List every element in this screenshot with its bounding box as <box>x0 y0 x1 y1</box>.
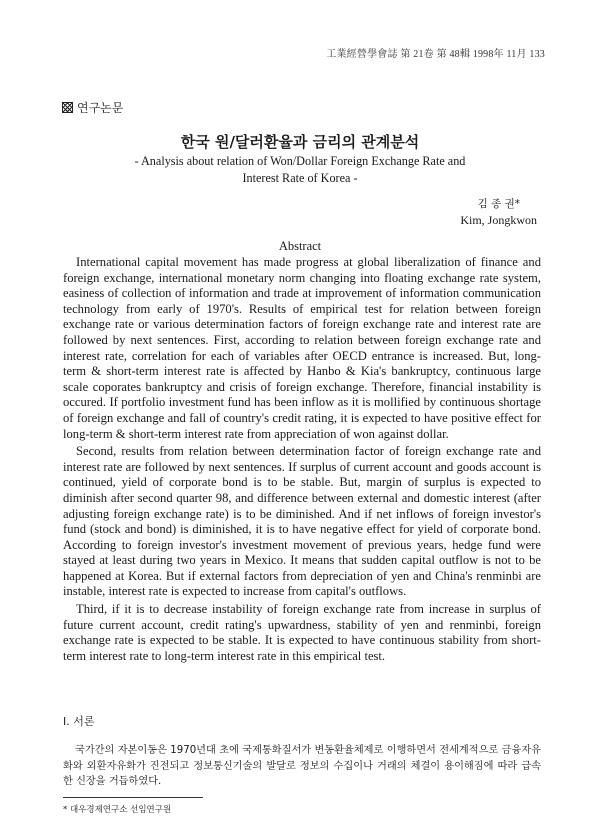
abstract-heading: Abstract <box>278 239 322 253</box>
introduction-body <box>63 743 541 790</box>
subtitle-line-2: Interest Rate of Korea - <box>242 171 358 185</box>
abstract-paragraph-2: Second, results from relation between determination factor of foreign exchange rate and interest rate are followed by next sentences. If surplus of current account and goods account is continued, yield of corporate bond is to be stable. But, margin of surplus is expected to diminish after second quarter 98, and difference between external and domestic interest (after adjusting foreign exchange rate) is to be diminished. And if net inflows of foreign investor's fund (stock and bond) is diminished, it is to have negative effect for yield of corporate bond. According to foreign investor's investment movement of previous years, hedge fund were stayed at least during two years in Mexico. It means that sudden capital outflow is not to be happened at Korea. But if external factors from depreciation of yen and China's renminbi are instable, interest rate is expected to increase from capital's outflows. <box>63 444 541 599</box>
abstract-paragraph-1: International capital movement has made progress at global liberalization of finance and foreign exchange, international monetary norm changing into floating exchange rate system, easiness of collection of information and trade at improvement of information communication technology from early of 1970's. Results of empirical test for relation between foreign exchange rate or various determination factors of foreign exchange rate and interest rate are followed by next sentences. First, according to relation between foreign exchange rate and interest rate, correlation for each of variables after OECD entrance is increased. But, long-term & short-term interest rate is affected by Hanbo & Kia's bankruptcy, continuous large scale coporates bankruptcy and crisis of foreign exchange. Therefore, financial instability is occured. If portfolio investment fund has been inflow as it is mollified by continuous shortage of foreign exchange and fall of country's credit rating, it is expected to have positive effect for long-term & short-term interest rate from appreciation of won against dollar. <box>63 255 541 441</box>
subtitle-line-1: - Analysis about relation of Won/Dollar Foreign Exchange Rate and <box>134 154 466 168</box>
footnote: * 대우경제연구소 선임연구원 <box>63 805 172 815</box>
author-name-korean: 김 종 권* <box>477 198 520 210</box>
section-heading-introduction: I. 서론 <box>63 715 95 728</box>
abstract-body <box>63 255 541 664</box>
abstract-paragraph-3: Third, if it is to decrease instability of foreign exchange rate from increase in surplus of future current account, credit rating's upwardness, stability of yen and renminbi, foreign exchange rate is expected to be stable. It is expected to have continuous stability from short-term interest rate to long-term interest rate in this empirical test. <box>63 602 541 663</box>
running-head: 工業經營學會誌 第 21卷 第 48輯 1998年 11月 133 <box>326 49 545 60</box>
author-name-english: Kim, Jongkwon <box>460 213 537 227</box>
footnote-divider <box>63 797 203 798</box>
section-tag <box>62 99 123 116</box>
hatched-box-icon <box>62 102 73 113</box>
paper-subtitle <box>0 153 600 187</box>
section-tag-label: 연구논문 <box>77 101 124 115</box>
paper-title: 한국 원/달러환율과 금리의 관계분석 <box>180 133 420 151</box>
introduction-paragraph: 국가간의 자본이동은 1970년대 초에 국제통화질서가 변동환율체제로 이행하면서 전세계적으로 금융자유화와 외환자유화가 진전되고 정보통신기술의 발달로 정보의 수집이나 거래의 체결이 용이해짐에 따라 급속한 신장을 거듭하였다. <box>63 745 541 787</box>
